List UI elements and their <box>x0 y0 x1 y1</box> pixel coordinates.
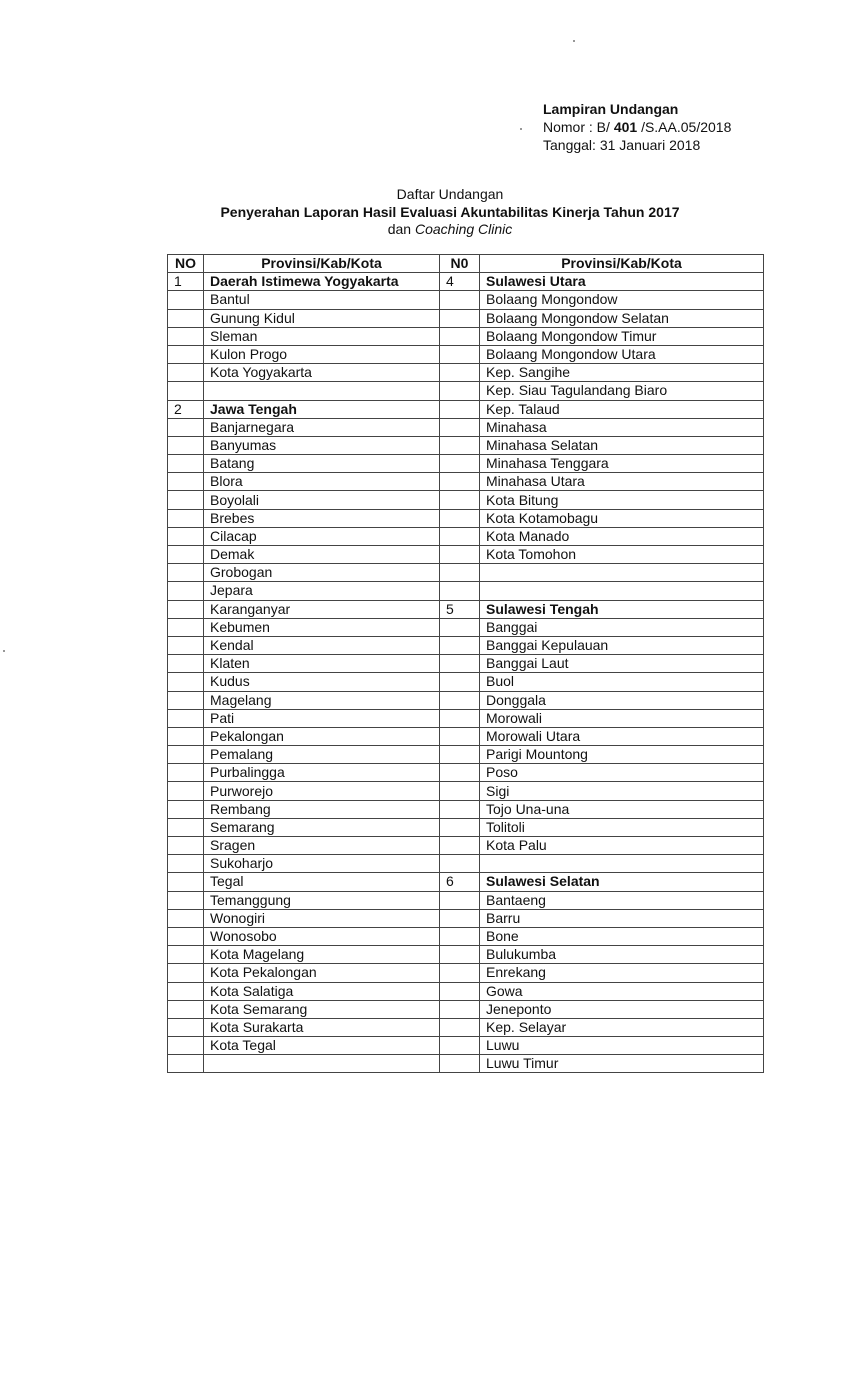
row-region-left: Tegal <box>204 873 440 891</box>
row-region-left: Kota Tegal <box>204 1037 440 1055</box>
row-region-right: Kota Manado <box>480 527 764 545</box>
table-row <box>168 436 764 454</box>
row-no-right <box>440 655 480 673</box>
table-row <box>168 837 764 855</box>
row-region-right: Kota Bitung <box>480 491 764 509</box>
row-region-right: Kota Tomohon <box>480 546 764 564</box>
row-region-right <box>480 564 764 582</box>
row-region-left: Magelang <box>204 691 440 709</box>
title-line-3-italic: Coaching Clinic <box>414 221 513 237</box>
row-region-right: Luwu <box>480 1037 764 1055</box>
table-row <box>168 273 764 291</box>
row-region-right: Barru <box>480 909 764 927</box>
row-region-right: Bolaang Mongondow Timur <box>480 327 764 345</box>
row-no-right <box>440 946 480 964</box>
table-row <box>168 964 764 982</box>
row-no-left <box>168 946 204 964</box>
row-region-left: Demak <box>204 546 440 564</box>
row-no-right <box>440 964 480 982</box>
row-region-right: Parigi Mountong <box>480 746 764 764</box>
table-row <box>168 345 764 363</box>
table-row <box>168 691 764 709</box>
table-row <box>168 782 764 800</box>
row-region-left: Brebes <box>204 509 440 527</box>
header-no-left: NO <box>168 255 204 273</box>
row-region-right: Bone <box>480 927 764 945</box>
row-region-left: Kota Pekalongan <box>204 964 440 982</box>
row-region-left: Banjarnegara <box>204 418 440 436</box>
scan-speck <box>573 40 575 42</box>
row-no-right <box>440 309 480 327</box>
row-region-right: Morowali <box>480 709 764 727</box>
table-row <box>168 982 764 1000</box>
row-region-left: Kendal <box>204 636 440 654</box>
table-row <box>168 909 764 927</box>
title-line-1: Daftar Undangan <box>396 186 504 202</box>
row-no-left <box>168 509 204 527</box>
row-no-left <box>168 436 204 454</box>
row-no-left <box>168 1055 204 1073</box>
table-row <box>168 382 764 400</box>
table-row <box>168 582 764 600</box>
row-region-right: Gowa <box>480 982 764 1000</box>
row-region-left: Boyolali <box>204 491 440 509</box>
table-row <box>168 400 764 418</box>
table-row <box>168 418 764 436</box>
row-region-left: Kudus <box>204 673 440 691</box>
row-region-right: Minahasa <box>480 418 764 436</box>
table-row <box>168 655 764 673</box>
nomor-prefix: : B/ <box>588 119 610 135</box>
row-no-left <box>168 655 204 673</box>
row-region-right: Minahasa Tenggara <box>480 455 764 473</box>
row-no-left <box>168 873 204 891</box>
table-row <box>168 946 764 964</box>
title-line-3-prefix: dan <box>387 221 412 237</box>
row-no-left <box>168 927 204 945</box>
row-no-right <box>440 382 480 400</box>
row-region-right: Tojo Una-una <box>480 800 764 818</box>
row-no-left <box>168 800 204 818</box>
table-row <box>168 764 764 782</box>
tanggal-value: 31 Januari 2018 <box>599 137 701 153</box>
table-row <box>168 673 764 691</box>
header-no-right: N0 <box>440 255 480 273</box>
row-region-left: Sukoharjo <box>204 855 440 873</box>
row-no-right: 5 <box>440 600 480 618</box>
row-region-right: Minahasa Utara <box>480 473 764 491</box>
row-region-right: Kep. Selayar <box>480 1018 764 1036</box>
table-row <box>168 873 764 891</box>
row-region-left: Sleman <box>204 327 440 345</box>
row-no-left <box>168 818 204 836</box>
row-no-left <box>168 473 204 491</box>
row-region-left: Kota Magelang <box>204 946 440 964</box>
scan-speck <box>520 128 522 130</box>
row-region-right: Luwu Timur <box>480 1055 764 1073</box>
row-region-left: Karanganyar <box>204 600 440 618</box>
row-region-left: Gunung Kidul <box>204 309 440 327</box>
table-body <box>168 273 764 1073</box>
row-region-right: Banggai <box>480 618 764 636</box>
row-region-left: Grobogan <box>204 564 440 582</box>
table-row <box>168 1037 764 1055</box>
row-no-right <box>440 1018 480 1036</box>
title-line-2: Penyerahan Laporan Hasil Evaluasi Akuntabilitas Kinerja Tahun 2017 <box>220 203 680 220</box>
row-no-right <box>440 364 480 382</box>
row-no-left <box>168 309 204 327</box>
tanggal-line <box>543 136 731 154</box>
row-region-right: Sulawesi Utara <box>480 273 764 291</box>
row-region-left <box>204 382 440 400</box>
nomor-label: Nomor <box>543 119 586 135</box>
table-row <box>168 800 764 818</box>
document-titles <box>170 186 730 239</box>
row-no-left: 1 <box>168 273 204 291</box>
table-row <box>168 1018 764 1036</box>
table-row <box>168 364 764 382</box>
row-no-right <box>440 727 480 745</box>
row-no-right <box>440 582 480 600</box>
row-no-left <box>168 673 204 691</box>
row-no-left <box>168 764 204 782</box>
row-no-right <box>440 636 480 654</box>
row-no-left <box>168 291 204 309</box>
table-row <box>168 618 764 636</box>
row-region-right: Kep. Siau Tagulandang Biaro <box>480 382 764 400</box>
table-row <box>168 1000 764 1018</box>
table-row <box>168 709 764 727</box>
attachment-title: Lampiran Undangan <box>543 101 679 117</box>
row-no-left <box>168 327 204 345</box>
row-region-right: Banggai Kepulauan <box>480 636 764 654</box>
row-no-right <box>440 746 480 764</box>
row-no-left <box>168 727 204 745</box>
row-no-right <box>440 436 480 454</box>
row-region-right: Sigi <box>480 782 764 800</box>
table-row <box>168 600 764 618</box>
table-row <box>168 564 764 582</box>
row-no-left <box>168 691 204 709</box>
row-no-left <box>168 855 204 873</box>
row-no-right <box>440 709 480 727</box>
table-row <box>168 473 764 491</box>
row-no-right <box>440 491 480 509</box>
nomor-suffix: /S.AA.05/2018 <box>641 119 732 135</box>
row-region-left: Kota Semarang <box>204 1000 440 1018</box>
row-no-left <box>168 1018 204 1036</box>
row-no-right <box>440 891 480 909</box>
scan-speck <box>3 650 5 652</box>
title-line-3 <box>170 221 730 239</box>
row-region-left: Klaten <box>204 655 440 673</box>
row-region-right: Bolaang Mongondow Utara <box>480 345 764 363</box>
row-no-right <box>440 618 480 636</box>
row-no-right <box>440 1037 480 1055</box>
row-region-left: Batang <box>204 455 440 473</box>
table-row <box>168 309 764 327</box>
row-region-left: Pati <box>204 709 440 727</box>
row-region-right: Bantaeng <box>480 891 764 909</box>
row-region-right <box>480 582 764 600</box>
row-no-right <box>440 400 480 418</box>
row-region-right: Tolitoli <box>480 818 764 836</box>
row-no-right <box>440 1055 480 1073</box>
table-row <box>168 509 764 527</box>
row-no-left <box>168 491 204 509</box>
row-no-right <box>440 927 480 945</box>
row-no-right <box>440 909 480 927</box>
row-region-right: Kep. Sangihe <box>480 364 764 382</box>
row-no-right <box>440 1000 480 1018</box>
row-no-left <box>168 909 204 927</box>
tanggal-label: Tanggal: <box>543 137 596 153</box>
row-region-left: Sragen <box>204 837 440 855</box>
row-no-right <box>440 782 480 800</box>
row-region-right: Minahasa Selatan <box>480 436 764 454</box>
row-region-left: Pemalang <box>204 746 440 764</box>
row-no-right <box>440 982 480 1000</box>
table-row <box>168 491 764 509</box>
row-region-right: Donggala <box>480 691 764 709</box>
row-no-right <box>440 509 480 527</box>
table-row <box>168 546 764 564</box>
row-region-left: Daerah Istimewa Yogyakarta <box>204 273 440 291</box>
row-no-right: 4 <box>440 273 480 291</box>
row-no-right <box>440 527 480 545</box>
row-region-right: Bolaang Mongondow Selatan <box>480 309 764 327</box>
row-no-right <box>440 800 480 818</box>
row-no-left <box>168 582 204 600</box>
row-no-right <box>440 564 480 582</box>
table-row <box>168 818 764 836</box>
row-no-left <box>168 418 204 436</box>
row-no-right <box>440 345 480 363</box>
row-region-left: Jepara <box>204 582 440 600</box>
row-region-left: Purworejo <box>204 782 440 800</box>
attachment-header <box>543 100 731 154</box>
row-no-right <box>440 764 480 782</box>
row-no-left <box>168 837 204 855</box>
row-region-left <box>204 1055 440 1073</box>
row-region-left: Cilacap <box>204 527 440 545</box>
table-row <box>168 855 764 873</box>
row-no-left <box>168 1000 204 1018</box>
row-region-left: Jawa Tengah <box>204 400 440 418</box>
row-no-left <box>168 1037 204 1055</box>
row-region-right: Poso <box>480 764 764 782</box>
row-region-left: Wonosobo <box>204 927 440 945</box>
row-region-right: Morowali Utara <box>480 727 764 745</box>
row-no-left <box>168 618 204 636</box>
row-no-left <box>168 709 204 727</box>
row-no-right <box>440 837 480 855</box>
row-region-left: Kulon Progo <box>204 345 440 363</box>
row-region-right: Bolaang Mongondow <box>480 291 764 309</box>
row-region-left: Kota Salatiga <box>204 982 440 1000</box>
row-region-right: Sulawesi Tengah <box>480 600 764 618</box>
row-no-right <box>440 818 480 836</box>
nomor-line <box>543 118 731 136</box>
table-row <box>168 327 764 345</box>
row-no-left: 2 <box>168 400 204 418</box>
row-no-right <box>440 691 480 709</box>
row-no-left <box>168 891 204 909</box>
row-region-left: Wonogiri <box>204 909 440 927</box>
row-region-right: Sulawesi Selatan <box>480 873 764 891</box>
table-row <box>168 927 764 945</box>
row-region-left: Purbalingga <box>204 764 440 782</box>
table-header-row <box>168 255 764 273</box>
row-no-right <box>440 455 480 473</box>
row-region-right <box>480 855 764 873</box>
row-no-left <box>168 982 204 1000</box>
row-no-left <box>168 782 204 800</box>
table-row <box>168 291 764 309</box>
row-region-left: Kota Surakarta <box>204 1018 440 1036</box>
row-no-left <box>168 382 204 400</box>
row-region-left: Kebumen <box>204 618 440 636</box>
row-no-right <box>440 327 480 345</box>
row-no-right: 6 <box>440 873 480 891</box>
row-no-right <box>440 855 480 873</box>
row-no-right <box>440 473 480 491</box>
row-no-left <box>168 564 204 582</box>
row-region-right: Enrekang <box>480 964 764 982</box>
row-region-left: Rembang <box>204 800 440 818</box>
row-no-left <box>168 455 204 473</box>
table-row <box>168 455 764 473</box>
table-row <box>168 891 764 909</box>
row-region-left: Temanggung <box>204 891 440 909</box>
row-no-left <box>168 364 204 382</box>
row-region-right: Kota Kotamobagu <box>480 509 764 527</box>
row-region-left: Blora <box>204 473 440 491</box>
row-region-left: Semarang <box>204 818 440 836</box>
row-region-right: Buol <box>480 673 764 691</box>
table-row <box>168 746 764 764</box>
table-row <box>168 636 764 654</box>
row-no-left <box>168 345 204 363</box>
header-region-left: Provinsi/Kab/Kota <box>204 255 440 273</box>
row-no-left <box>168 527 204 545</box>
row-no-left <box>168 546 204 564</box>
row-no-right <box>440 546 480 564</box>
row-no-right <box>440 673 480 691</box>
row-region-right: Banggai Laut <box>480 655 764 673</box>
row-no-left <box>168 600 204 618</box>
row-region-left: Pekalongan <box>204 727 440 745</box>
row-region-left: Bantul <box>204 291 440 309</box>
table-row <box>168 527 764 545</box>
row-region-left: Banyumas <box>204 436 440 454</box>
row-region-right: Bulukumba <box>480 946 764 964</box>
row-region-left: Kota Yogyakarta <box>204 364 440 382</box>
table-row <box>168 727 764 745</box>
header-region-right: Provinsi/Kab/Kota <box>480 255 764 273</box>
nomor-number: 401 <box>613 119 638 135</box>
row-no-left <box>168 746 204 764</box>
row-no-right <box>440 418 480 436</box>
table-row <box>168 1055 764 1073</box>
row-no-right <box>440 291 480 309</box>
row-region-right: Kota Palu <box>480 837 764 855</box>
row-no-left <box>168 636 204 654</box>
row-region-right: Jeneponto <box>480 1000 764 1018</box>
row-no-left <box>168 964 204 982</box>
row-region-right: Kep. Talaud <box>480 400 764 418</box>
invitation-table <box>167 254 764 1073</box>
